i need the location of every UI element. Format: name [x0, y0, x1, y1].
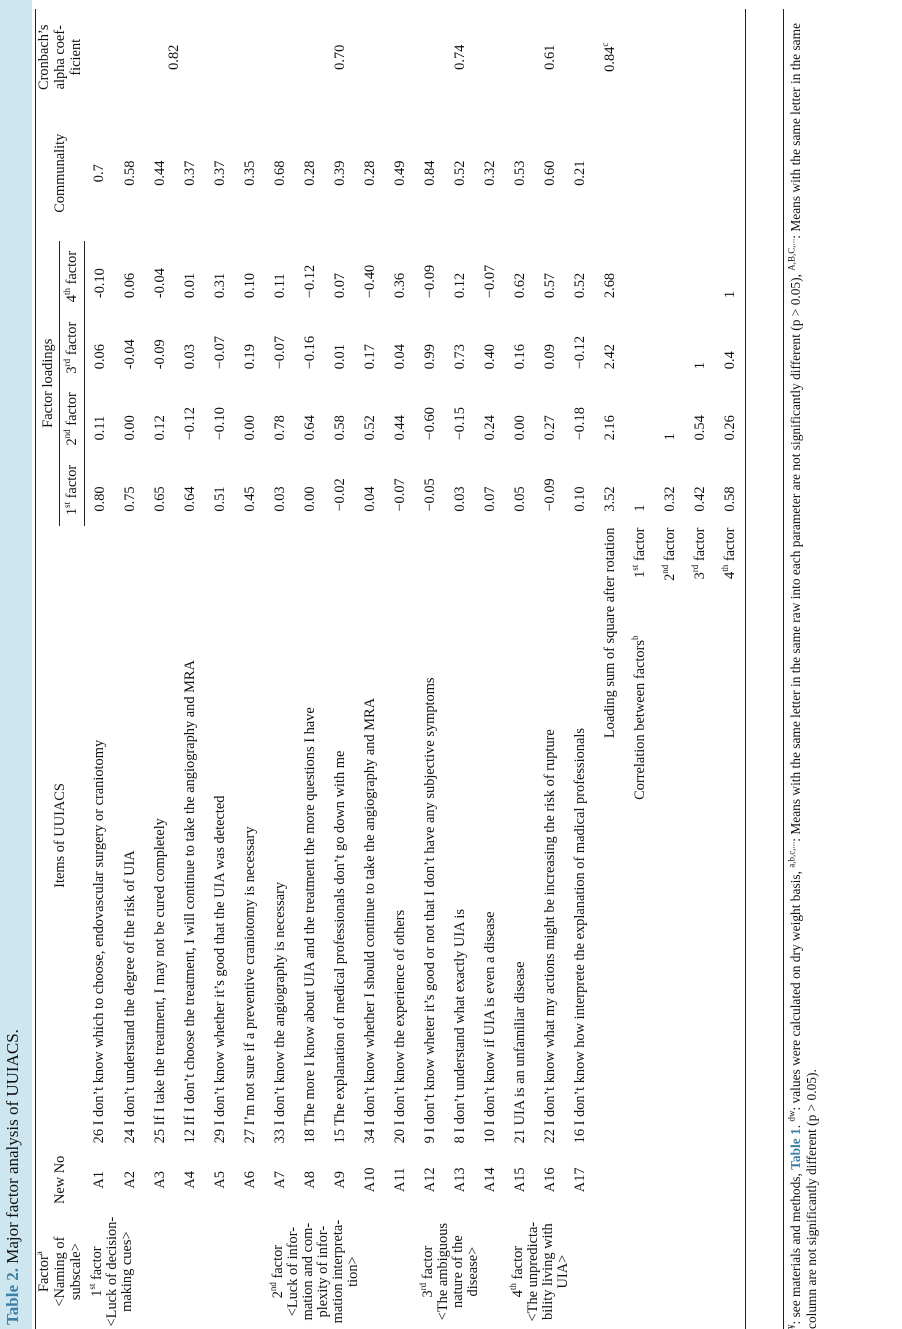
loading-sum-label: Loading sum of square after rotation [601, 527, 618, 739]
table-row: A13 8 I don’t understand what exactly UIA is 0.03 −0.15 0.73 0.12 0.52 [451, 160, 468, 1193]
table-row: A14 10 I don’t know if UIA is even a disease 0.07 0.24 0.40 −0.07 0.32 [481, 160, 498, 1193]
header-f4: 4th factor [60, 241, 84, 312]
table-1-link[interactable]: Table 1 [788, 1128, 803, 1170]
table-row: A2 24 I don’t understand the degree of the risk of UIA 0.75 0.00 -0.04 0.06 0.58 [121, 160, 138, 1189]
table-row: A8 18 The more I know about UIA and the treatment the more questions I have 0.00 0.64 −0.16 −0.12 0.28 [301, 160, 318, 1189]
factor-analysis-table [35, 9, 746, 1329]
alpha-value: 0.74 [451, 44, 468, 70]
header-factor-loadings: Factor loadings [36, 241, 60, 526]
table-row: A10 34 I don’t know whether I should continue to take the angiography and MRA 0.04 0.52 0.17 −0.40 0.28 [361, 160, 378, 1193]
header-communality: Communality [36, 105, 85, 240]
subscale-name: <Luck of decision-making cues> [104, 1216, 135, 1327]
header-f3: 3rd factor [60, 312, 84, 383]
alpha-value: 0.82 [166, 44, 183, 70]
factor-group-2: 2nd factor <Luck of infor- mation and com- plexity of infor- mation interpreta- tion> [267, 1219, 361, 1324]
factor-group-3: 3rd factor <The ambiguous nature of the disease> [417, 1223, 481, 1321]
header-items: Items of UUIACS [36, 526, 85, 1146]
caption-bar [0, 0, 32, 1329]
table-row: A3 25 If I take the treatment, I may not be cured completely 0.65 0.12 -0.09 -0.04 0.44 [151, 160, 168, 1189]
correlation-row: 4th factor 0.58 0.26 0.4 1 [715, 9, 746, 1329]
table-footnote: ¥: see materials and methods, Table 1. $^{dw}$: values were calculated on dry weight basis, $^{a,b,c,...}$: Means with the same letter in the same raw into each parameter are not significantly different (p > 0.05), $^{A,B,C,...}$: Means with the same letter in the same column are not significantly different (p > 0.05). [783, 9, 820, 1329]
table-row: A4 12 If I don’t choose the treatment, I will continue to take the angiography and MRA 0.64 −0.12 0.03 0.01 0.37 [181, 160, 198, 1189]
factor-group-1: 1st factor <Luck of decision-making cues> [87, 1216, 135, 1327]
subscale-name: <Luck of infor- mation and com- plexity of infor- mation interpreta- tion> [284, 1219, 361, 1324]
header-f1: 1st factor [60, 454, 84, 525]
header-f2: 2nd factor [60, 383, 84, 454]
overall-alpha: 0.84$^c$ [599, 42, 618, 72]
alpha-value: 0.70 [331, 44, 348, 70]
table-row: A17 16 I don’t know how interprete the explanation of madical professionals 0.10 −0.18 −0.12 0.52 0.21 [571, 160, 588, 1193]
correlation-row: Correlation between factors$^b$ 1st factor 1 [625, 9, 655, 1329]
table-row: 2nd factor <Luck of infor- mation and com- plexity of infor- mation interpreta- tion> A7 33 I don’t know the angiography is necessary 0.03 0.78 −0.07 0.11 0.68 0.70 [265, 9, 295, 1329]
correlation-row: 2nd factor 0.32 1 [659, 433, 678, 581]
table-row: A11 20 I don’t know the experience of others −0.07 0.44 0.04 0.36 0.49 [391, 160, 408, 1192]
loading-sum-row: Loading sum of square after rotation 3.52 2.16 2.42 2.68 0.84$^c$ [595, 9, 625, 1329]
table-row: 3rd factor <The ambiguous nature of the disease> A12 9 I don’t know wheter it’s good or not that I don’t have any subjective symptoms −0.05 −0.60 0.99 −0.09 0.84 0.74 [415, 9, 445, 1329]
table-caption [3, 1029, 23, 1325]
header-alpha: Cronbach’s alpha coef- ficient [36, 9, 85, 105]
header-factor: Factor$^a$ <Naming of subscale> [36, 1214, 85, 1329]
table-row: A5 29 I don’t know whether it’s good that the UIA was detected 0.51 −0.10 −0.07 0.31 0.37 [211, 160, 228, 1189]
caption-text: Major factor analysis of UUIACS. [3, 1029, 22, 1268]
table-row: 4th factor <The unpredicta- bility living with UIA> A15 21 UIA is an unfamiliar disease 0.05 0.00 0.16 0.62 0.53 0.61 [505, 9, 535, 1329]
table-row: A9 15 The explanation of medical professionals don’t go down with me −0.02 0.58 0.01 0.07 0.39 [331, 160, 348, 1189]
factor-group-4: 4th factor <The unpredicta- bility living with UIA> [507, 1221, 571, 1322]
header-new-no: New No [36, 1145, 85, 1214]
caption-label: Table 2. [3, 1267, 22, 1325]
subscale-name: <The unpredicta- bility living with UIA> [524, 1221, 571, 1322]
correlation-row: 3rd factor 0.42 0.54 1 [689, 362, 708, 580]
table-row: 1st factor <Luck of decision-making cues> A1 26 I don’t know which to choose, endovascular surgery or craniotomy 0.80 0.11 0.06 -0.10 0.7 0.82 [84, 9, 115, 1329]
table-row: A6 27 I’m not sure if a preventive craniotomy is necessary 0.45 0.00 0.19 0.10 0.35 [241, 160, 258, 1189]
subscale-name: <The ambiguous nature of the disease> [434, 1223, 481, 1321]
table-row: A16 22 I don’t know what my actions might be increasing the risk of rupture −0.09 0.27 0.09 0.57 0.60 [541, 160, 558, 1193]
alpha-value: 0.61 [541, 44, 558, 70]
correlation-label: Correlation between factors$^b$ 1st factor [629, 527, 648, 800]
header-naming: <Naming of subscale> [52, 1236, 84, 1307]
